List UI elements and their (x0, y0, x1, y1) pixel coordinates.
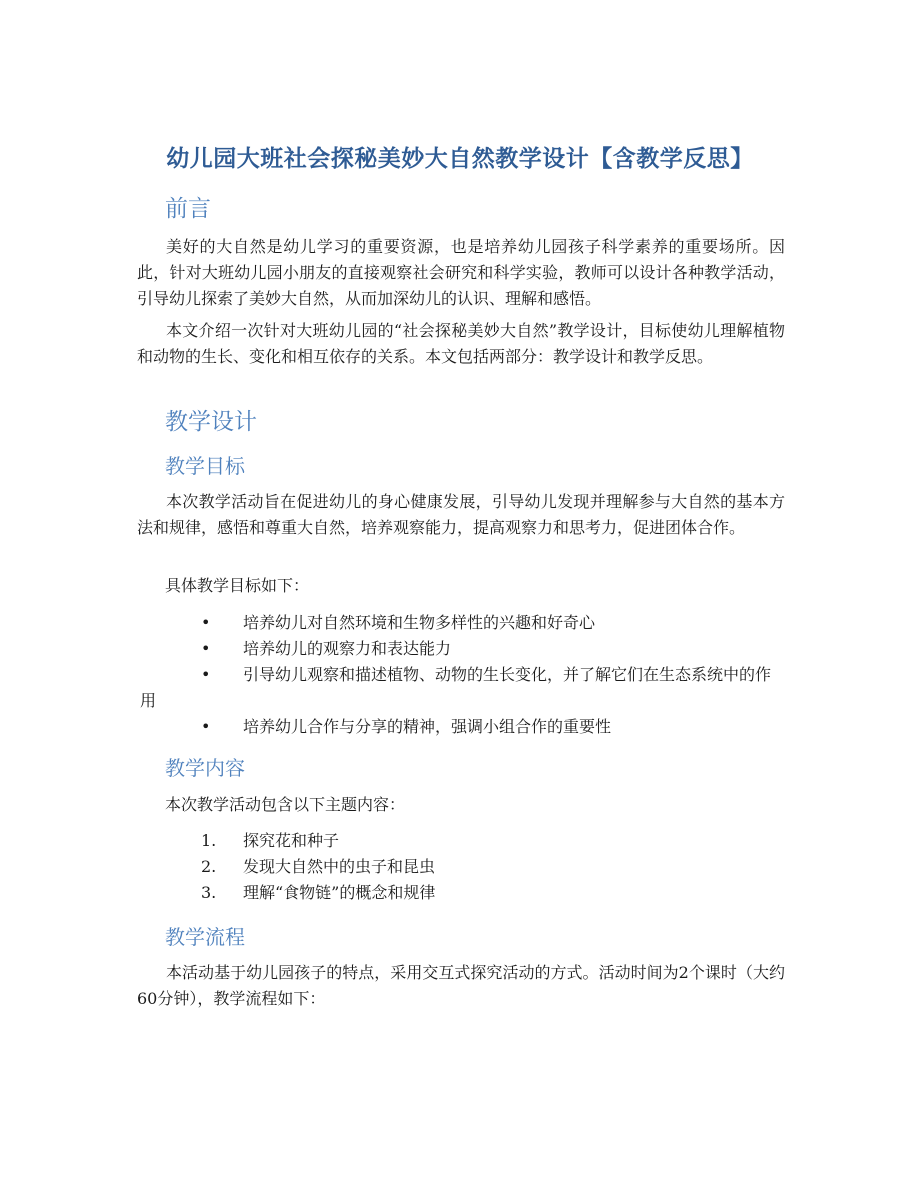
list-item-text: 理解“食物链”的概念和规律 (243, 883, 436, 902)
list-item (165, 714, 785, 740)
bullet-marker: • (201, 639, 211, 658)
list-item-text: 探究花和种子 (243, 831, 340, 850)
list-item (165, 828, 785, 854)
list-number: 3. (201, 883, 217, 902)
goals-list (140, 610, 785, 740)
list-item-text: 培养幼儿合作与分享的精神，强调小组合作的重要性 (243, 717, 612, 736)
list-item-text: 培养幼儿的观察力和表达能力 (243, 639, 452, 658)
list-item (140, 662, 785, 714)
heading-design: 教学设计 (165, 409, 257, 435)
list-item-text: 发现大自然中的虫子和昆虫 (243, 857, 436, 876)
heading-preface: 前言 (165, 196, 211, 222)
preface-paragraph-2: 本文介绍一次针对大班幼儿园的“社会探秘美妙大自然”教学设计，目标使幼儿理解植物和动物的生长、变化和相互依存的关系。本文包括两部分：教学设计和教学反思。 (137, 321, 785, 366)
heading-goals: 教学目标 (165, 454, 245, 478)
bullet-marker: • (201, 665, 211, 684)
list-item-text: 培养幼儿对自然环境和生物多样性的兴趣和好奇心 (243, 613, 596, 632)
list-item (165, 610, 785, 636)
document-title: 幼儿园大班社会探秘美妙大自然教学设计【含教学反思】 (166, 146, 754, 172)
goals-paragraph: 本次教学活动旨在促进幼儿的身心健康发展，引导幼儿发现并理解参与大自然的基本方法和规律，感悟和尊重大自然，培养观察能力，提高观察力和思考力，促进团体合作。 (137, 492, 785, 537)
heading-content: 教学内容 (165, 756, 245, 780)
list-item-text: 引导幼儿观察和描述植物、动物的生长变化，并了解它们在生态系统中的作用 (140, 665, 772, 710)
list-item (165, 636, 785, 662)
list-number: 2. (201, 857, 217, 876)
goals-intro: 具体教学目标如下： (165, 576, 310, 595)
content-list (165, 828, 785, 906)
bullet-marker: • (201, 613, 211, 632)
bullet-marker: • (201, 717, 211, 736)
list-item (165, 880, 785, 906)
list-item (165, 854, 785, 880)
list-number: 1. (201, 831, 217, 850)
process-paragraph: 本活动基于幼儿园孩子的特点，采用交互式探究活动的方式。活动时间为2个课时（大约60分钟），教学流程如下： (137, 963, 785, 1008)
content-intro: 本次教学活动包含以下主题内容： (165, 795, 406, 814)
preface-paragraph-1: 美好的大自然是幼儿学习的重要资源，也是培养幼儿园孩子科学素养的重要场所。因此，针对大班幼儿园小朋友的直接观察社会研究和科学实验，教师可以设计各种教学活动，引导幼儿探索了美妙大自然，从而加深幼儿的认识、理解和感悟。 (137, 237, 785, 308)
heading-process: 教学流程 (165, 925, 245, 949)
